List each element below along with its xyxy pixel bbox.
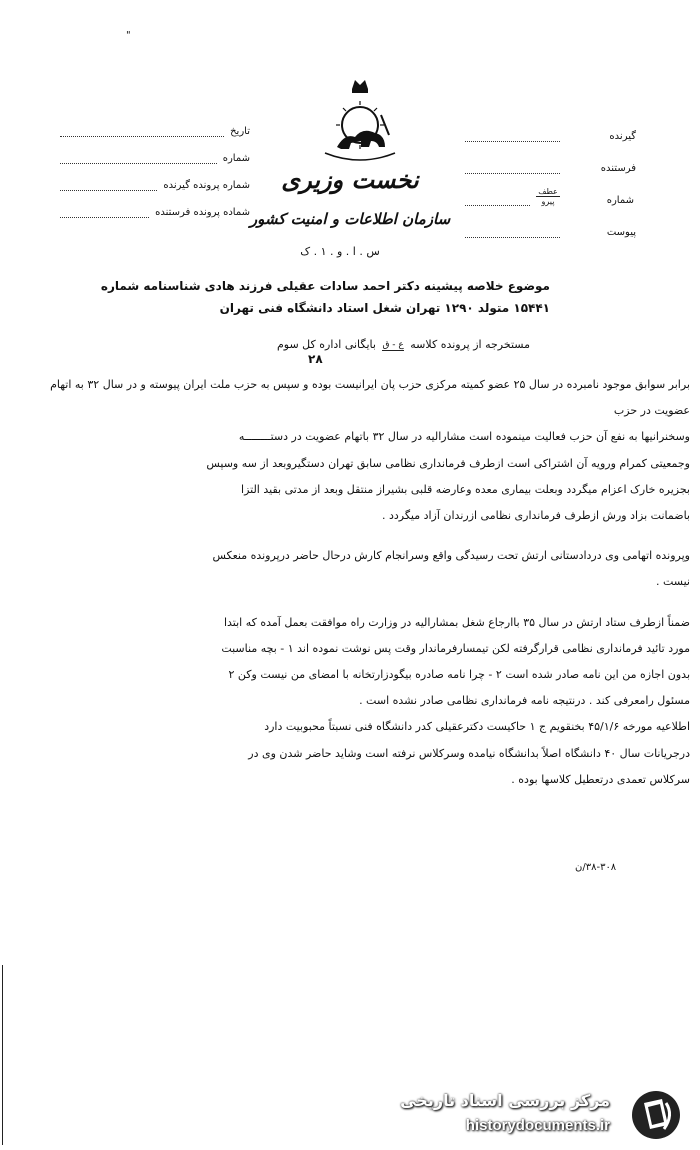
extract-number: ۲۸	[308, 352, 323, 366]
number-fraction	[536, 187, 560, 206]
dotted-line	[60, 180, 157, 191]
field-recipient	[465, 110, 680, 142]
margin-line	[2, 965, 3, 1145]
extract-line	[200, 338, 530, 351]
lion-and-sun-emblem-icon	[315, 75, 405, 165]
header-right-fields	[465, 110, 680, 238]
dotted-line	[465, 227, 560, 238]
body-line: بجزیره خارک اعزام میگردد وبعلت بیماری معده وعارضه قلبی بشیراز منتقل وبعد از مدتی بقید التزا	[241, 482, 690, 496]
field-attachment-label: پیوست	[606, 227, 636, 238]
field-reference-number-label: شماره	[606, 195, 634, 206]
body-line: مورد تائید فرمانداری نظامی قرارگرفته لکن تیمسارفرماندار وقت پس نوشت نموده اند ۱ - بچه مناسبت	[221, 641, 690, 655]
field-sender-label: فرستنده	[600, 163, 636, 174]
field-recipient-file-label: شماره پرونده گیرنده	[163, 180, 250, 191]
fraction-top: عطف	[536, 187, 560, 197]
org-subtitle: سازمان اطلاعات و امنیت کشور	[249, 210, 451, 228]
field-number-label: شماره	[222, 153, 250, 164]
dotted-line	[465, 131, 560, 142]
extract-suffix: بایگانی اداره کل سوم	[276, 338, 376, 351]
footer-number: ۳۸-۳۰۸/ن	[575, 862, 617, 873]
field-date	[60, 110, 250, 137]
body-line: ضمناً ازطرف ستاد ارتش در سال ۳۵ باارجاع شغل بمشارالیه در وزارت راه موافقت بعمل آمده که ابتدا	[223, 615, 690, 629]
reference-code: س . ا . و . ۱ . ک	[300, 245, 380, 258]
body-line: باضمانت بزاد ورش ازطرف فرمانداری نظامی ازرندان آزاد میگردد .	[381, 509, 690, 523]
document-body	[18, 372, 690, 793]
body-line: برابر سوابق موجود نامبرده در سال ۲۵ عضو کمیته مرکزی حزب پان ایرانیست بوده و سپس به حزب ملت ایران پیوسته و در سال ۳۲ به اتهام عضویت در حزب	[50, 378, 690, 418]
field-date-label: تاریخ	[230, 126, 250, 137]
body-line: وسخنرانیها به نفع آن حزب فعالیت مینموده است مشارالیه در سال ۳۲ باتهام عضویت در دستــــــــه	[238, 430, 690, 444]
body-line: بدون اجازه من این نامه صادر شده است ۲ - چرا نامه صادره بیگودزارتخانه با امضای من نیست وکن ۲	[228, 668, 690, 682]
field-number	[60, 137, 250, 164]
file-class-fraction	[382, 340, 403, 351]
subject-line-1: موضوع خلاصه پیشینه دکتر احمد سادات عقیلی فرزند هادی شناسنامه شماره	[100, 279, 550, 293]
header-left-fields	[60, 110, 250, 218]
body-line: درجریانات سال ۴۰ دانشگاه اصلاً بدانشگاه نیامده وسرکلاس نرفته است وشاید حاضر شدن وی در	[248, 746, 690, 760]
org-title: نخست وزیری	[281, 165, 419, 194]
field-recipient-label: گیرنده	[609, 131, 636, 142]
dotted-line	[465, 163, 560, 174]
body-line: نیست .	[656, 575, 690, 589]
body-line: سرکلاس تعمدی درتعطیل کلاسها بوده .	[511, 772, 690, 786]
field-sender-file	[60, 191, 250, 218]
subject-block	[50, 275, 550, 319]
paragraph-gap	[18, 596, 690, 610]
watermark-url: historydocuments.ir	[465, 1117, 610, 1134]
body-line: مسئول رامعرفی کند . درنتیجه نامه فرمانداری نظامی صادر نشده است .	[359, 694, 690, 708]
top-mark: "	[126, 30, 131, 41]
body-line: اطلاعیه مورخه ۴۵/۱/۶ بخنقویم ج ۱ حاکیست دکترعقیلی کدر دانشگاه فنی نسبتاً محبوبیت دارد	[264, 720, 690, 734]
body-line: وپرونده اتهامی وی دردادستانی ارتش تحت رسیدگی واقع وسرانجام کارش درحال حاضر درپرونده منعکس	[212, 549, 690, 563]
watermark	[400, 1085, 690, 1145]
field-recipient-file	[60, 164, 250, 191]
dotted-line	[465, 195, 530, 206]
dotted-line	[60, 153, 217, 164]
file-class-top: ع - ق	[382, 339, 404, 350]
subject-line-2: ۱۵۴۴۱ متولد ۱۲۹۰ تهران شغل استاد دانشگاه فنی تهران	[219, 301, 550, 315]
field-attachment	[465, 206, 680, 238]
dotted-line	[60, 207, 149, 218]
body-line: وجمعیتی کمرام ورویه آن اشتراکی است ازطرف فرمانداری نظامی سابق تهران دستگیروبعد از سه وسپس	[206, 456, 690, 470]
dotted-line	[60, 126, 224, 137]
paragraph-gap	[18, 529, 690, 543]
watermark-title: مرکز بررسی اسناد تاریخی	[400, 1091, 610, 1110]
field-reference-number	[465, 174, 680, 206]
field-sender-file-label: شماده پرونده فرستنده	[155, 207, 250, 218]
extract-prefix: مستخرجه از پرونده کلاسه	[410, 338, 530, 351]
field-sender	[465, 142, 680, 174]
document-archive-logo-icon	[630, 1089, 682, 1141]
fraction-bottom: پیرو	[541, 197, 555, 206]
